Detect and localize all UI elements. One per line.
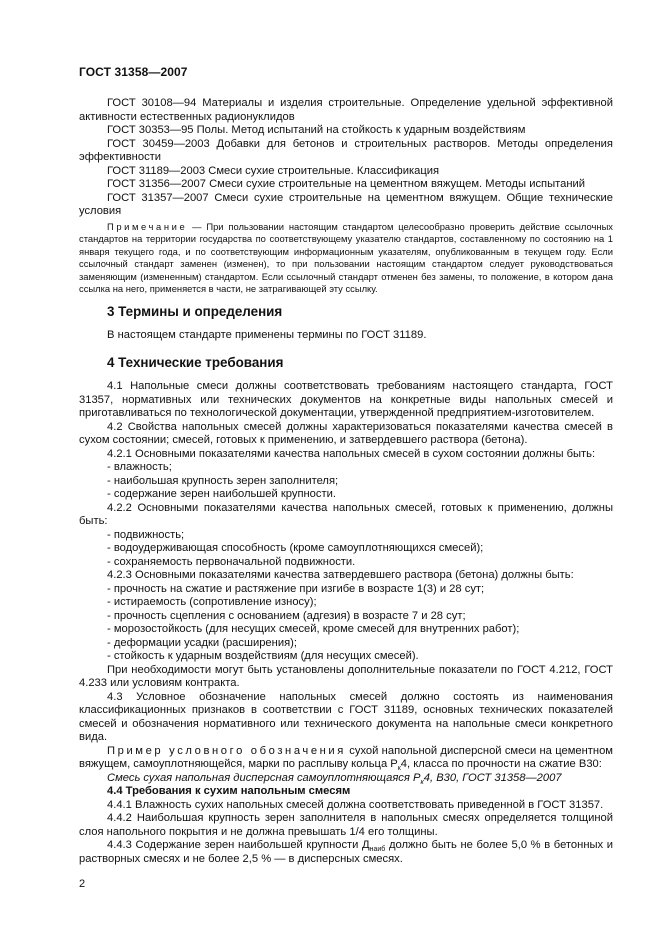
example-subscript: к <box>397 765 401 773</box>
example-designation-text: Смесь сухая напольная дисперсная самоуплотняющаяся Р <box>107 771 421 784</box>
clause-4-4-3 <box>79 839 613 866</box>
section-3-body <box>79 329 613 343</box>
additional-indicators: При необходимости могут быть установлены дополнительные показатели по ГОСТ 4.212, ГОСТ 4.233 или условиям контракта. <box>79 663 613 689</box>
clause-4-4-2: 4.4.2 Наибольшая крупность зерен заполнителя в напольных смесях определяется толщиной слоя напольного покрытия и не должна превышать 1/4 его толщины. <box>79 812 613 838</box>
list-item: - прочность сцепления с основанием (адгезия) в возрасте 7 и 28 сут; <box>107 609 466 622</box>
normative-references <box>79 97 613 219</box>
clause-4-2-3: 4.2.3 Основными показателями качества затвердевшего раствора (бетона) должны быть: <box>107 569 574 581</box>
reference-item: ГОСТ 30108—94 Материалы и изделия строительные. Определение удельной эффективной активности естественных радионуклидов <box>79 97 613 123</box>
clause-4-4-3-text: 4.4.3 Содержание зерен наибольшей крупности Д <box>107 839 370 851</box>
list-item: - морозостойкость (для несущих смесей, кроме смесей для внутренних работ); <box>107 623 520 635</box>
clause-4-4-1: 4.4.1 Влажность сухих напольных смесей должна соответствовать приведенной в ГОСТ 31357. <box>107 798 604 811</box>
reference-item: ГОСТ 31357—2007 Смеси сухие строительные на цементном вяжущем. Общие технические условия <box>79 191 613 217</box>
list-item: - истираемость (сопротивление износу); <box>107 596 317 608</box>
reference-item: ГОСТ 31356—2007 Смеси сухие строительные на цементном вяжущем. Методы испытаний <box>107 178 586 190</box>
example-text: сухой напольной дисперсной смеси на цементном вяжущем, самоуплотняющейся, марки по расплыву кольца Р <box>79 744 614 770</box>
document-header: ГОСТ 31358—2007 <box>79 65 188 79</box>
example-designation-end: 4, В30, ГОСТ 31358—2007 <box>423 771 562 784</box>
clause-4-1: 4.1 Напольные смеси должны соответствовать требованиям настоящего стандарта, ГОСТ 31357, нормативных или технических документов на конкретные виды напольных смесей и приготавливаться по технологической документации, утвержденной предприятием-изготовителем. <box>79 380 613 419</box>
section-4-body <box>79 380 613 866</box>
clause-4-2: 4.2 Свойства напольных смесей должны характеризоваться показателями качества смесей в сухом состоянии; смесей, готовых к применению, и затвердевшего раствора (бетона). <box>79 420 613 446</box>
list-item: - водоудерживающая способность (кроме самоуплотняющихся смесей); <box>107 542 484 554</box>
section-3-title: 3 Термины и определения <box>107 304 283 319</box>
section-3-text: В настоящем стандарте применены термины по ГОСТ 31189. <box>107 329 427 341</box>
clause-4-2-2: 4.2.2 Основными показателями качества напольных смесей, готовых к применению, должны быть: <box>79 501 613 527</box>
page-number: 2 <box>79 878 86 890</box>
list-item: - сохраняемость первоначальной подвижности. <box>107 555 356 568</box>
clause-4-2-1: 4.2.1 Основными показателями качества напольных смесей в сухом состоянии должны быть: <box>107 447 596 460</box>
note-text: — При пользовании настоящим стандартом целесообразно проверить действие ссылочных стандартов на территории государства по соответствующему указателю стандартов, составленному по состоянию на 1 января текущего года, и по соответствующим информационным указателям, опубликованным в текущем году. Если ссылочный стандарт заменен (изменен), то при пользовании настоящим стандартом следует руководствоваться заменяющим (измененным) стандартом. Если ссылочный стандарт отменен без замены, то положение, в котором дана ссылка на него, применяется в части, не затрагивающей эту ссылку. <box>79 221 613 295</box>
reference-item: ГОСТ 30459—2003 Добавки для бетонов и строительных растворов. Методы определения эффективности <box>79 137 613 163</box>
subsection-4-4-title: 4.4 Требования к сухим напольным смесям <box>107 785 351 797</box>
example-paragraph <box>79 745 613 772</box>
list-item: - содержание зерен наибольшей крупности. <box>107 488 336 500</box>
clause-4-4-3-end: должно быть не более 5,0 % в бетонных и растворных смесях и не более 2,5 % — в дисперсных смесях. <box>79 839 614 865</box>
list-item: - влажность; <box>107 461 172 473</box>
list-item: - стойкость к ударным воздействиям (для несущих смесей). <box>107 650 419 662</box>
list-item: - подвижность; <box>107 528 185 541</box>
example-designation <box>79 772 613 786</box>
note-label: Примечание <box>107 221 188 232</box>
list-item: - наибольшая крупность зерен заполнителя; <box>107 474 339 487</box>
reference-item: ГОСТ 30353—95 Полы. Метод испытаний на стойкость к ударным воздействиям <box>107 124 526 136</box>
list-item: - прочность на сжатие и растяжение при изгибе в возрасте 1(3) и 28 сут; <box>107 582 485 595</box>
example-label: Пример условного обозначения <box>107 744 346 757</box>
example-text-end: 4, класса по прочности на сжатие В30: <box>400 758 602 770</box>
example-designation-subscript: к <box>420 778 424 786</box>
section-4-title: 4 Технические требования <box>107 355 284 370</box>
clause-4-3: 4.3 Условное обозначение напольных смесей должно состоять из наименования классификационных признаков в соответствии с ГОСТ 31189, основных технических показателей смесей и обозначения нормативного или технического документа на напольные смеси конкретного вида. <box>79 690 613 743</box>
clause-4-4-3-subscript: наиб <box>369 846 386 854</box>
reference-note <box>79 221 613 295</box>
list-item: - деформации усадки (расширения); <box>107 636 297 649</box>
reference-item: ГОСТ 31189—2003 Смеси сухие строительные. Классификация <box>107 164 440 177</box>
